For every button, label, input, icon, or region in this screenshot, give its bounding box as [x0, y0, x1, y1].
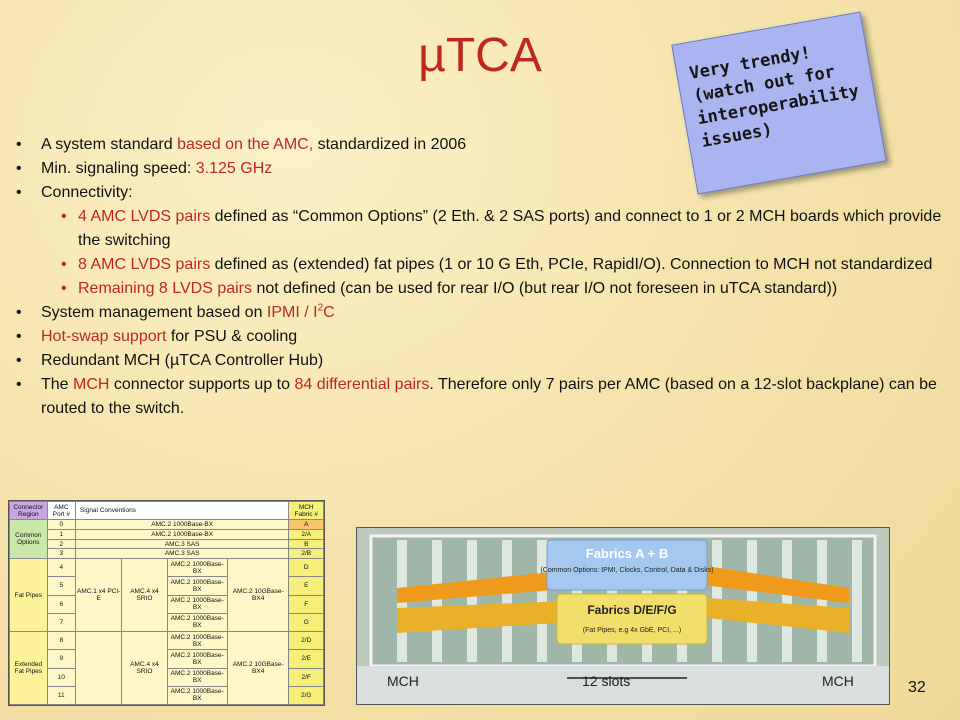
- table-row: [10, 529, 324, 539]
- region-common-options: Common Options: [10, 520, 48, 559]
- slot-connector: [502, 540, 512, 662]
- bullet-item: [16, 349, 946, 373]
- signal-cell: AMC.2 1000Base-BX: [167, 650, 227, 668]
- mch-right-label: MCH: [822, 673, 854, 689]
- port-cell: 10: [47, 668, 75, 686]
- bullet-text: C: [323, 304, 335, 321]
- callout-text: Very trendy! (watch out for interoperability issues): [687, 42, 861, 152]
- signal-span-cell: AMC.4 x4 SRIO: [122, 632, 167, 705]
- bullet-text: 3.125 GHz: [195, 160, 273, 177]
- signal-span-cell: AMC.1 x4 PCI-E: [75, 559, 121, 632]
- port-cell: 11: [47, 686, 75, 704]
- bullet-text: . Therefore only 7 pairs per AMC (based on a 12-slot backplane) can be routed to the switch.: [41, 376, 937, 417]
- fabric-cell: B: [289, 539, 324, 549]
- signal-span-cell: AMC.2 10GBase-BX4: [227, 632, 289, 705]
- bullet-text: 2: [317, 302, 324, 314]
- sub-bullet-item: [16, 277, 946, 301]
- signal-cell: AMC.3 SAS: [75, 539, 289, 549]
- signal-cell: AMC.2 1000Base-BX: [75, 520, 289, 530]
- backplane-diagram: [356, 527, 890, 705]
- slots-label: 12 slots: [582, 673, 631, 689]
- bullet-text: defined as “Common Options” (2 Eth. & 2 SAS ports) and connect to 1 or 2 MCH boards which provide the switching: [78, 208, 942, 249]
- bullet-text: 84 differential pairs: [294, 376, 430, 393]
- signal-cell: AMC.2 1000Base-BX: [167, 559, 227, 577]
- fabric-cell: D: [289, 559, 324, 577]
- port-cell: 4: [47, 559, 75, 577]
- bullet-list: [16, 133, 946, 421]
- slot-connector: [817, 540, 827, 662]
- fabrics-dg-note: (Fat Pipes, e.g 4x GbE, PCI, ...): [582, 627, 682, 634]
- port-cell: 0: [47, 520, 75, 530]
- bullet-text: defined as (extended) fat pipes (1 or 10 G Eth, PCIe, RapidI/O). Connection to MCH not standardized: [210, 256, 933, 273]
- fabric-cell: A: [289, 520, 324, 530]
- bullet-item: [16, 373, 946, 421]
- sub-bullet-item: [16, 253, 946, 277]
- port-cell: 7: [47, 613, 75, 631]
- signal-cell: AMC.2 1000Base-BX: [167, 613, 227, 631]
- bullet-item: [16, 325, 946, 349]
- slot-connector: [432, 540, 442, 662]
- signal-span-cell: AMC.2 10GBase-BX4: [227, 559, 289, 632]
- fabric-cell: 2/G: [289, 686, 324, 704]
- slot-connector: [537, 540, 547, 662]
- bullet-text: Remaining 8 LVDS pairs: [78, 280, 253, 297]
- slot-connector: [467, 540, 477, 662]
- table-row: [10, 539, 324, 549]
- bullet-text: 4 AMC LVDS pairs: [78, 208, 211, 225]
- signal-conventions-table: [8, 500, 325, 706]
- signal-cell: AMC.2 1000Base-BX: [75, 529, 289, 539]
- bullet-text: standardized in 2006: [313, 136, 467, 153]
- port-cell: 3: [47, 549, 75, 559]
- bullet-text: Redundant MCH (µTCA Controller Hub): [41, 352, 324, 369]
- table-row: [10, 520, 324, 530]
- signal-cell: AMC.2 1000Base-BX: [167, 668, 227, 686]
- signal-cell: AMC.2 1000Base-BX: [167, 577, 227, 595]
- fabric-cell: 2/D: [289, 632, 324, 650]
- bullet-text: connector supports up to: [109, 376, 295, 393]
- bullet-text: based on the AMC,: [177, 136, 314, 153]
- mch-left-label: MCH: [387, 673, 419, 689]
- bullet-text: IPMI / I: [266, 304, 318, 321]
- signal-span-cell: AMC.4 x4 SRIO: [122, 559, 167, 632]
- bullet-text: for PSU & cooling: [166, 328, 298, 345]
- port-cell: 8: [47, 632, 75, 650]
- fabrics-dg-box: [557, 594, 707, 644]
- slot-connector: [782, 540, 792, 662]
- bullet-item: [16, 133, 946, 157]
- header-mch-fabric: MCH Fabric #: [289, 502, 324, 520]
- signal-cell: AMC.2 1000Base-BX: [167, 595, 227, 613]
- fabric-cell: 2/A: [289, 529, 324, 539]
- slide-title: µTCA: [418, 29, 542, 82]
- empty-cell: [75, 632, 121, 705]
- page-number: 32: [908, 679, 926, 696]
- port-cell: 6: [47, 595, 75, 613]
- slot-connector: [852, 540, 862, 662]
- fabric-cell: F: [289, 595, 324, 613]
- header-amc-port: AMC Port #: [47, 502, 75, 520]
- bullet-text: System management based on: [41, 304, 267, 321]
- bullet-item: [16, 301, 946, 325]
- region-extended-fat-pipes: Extended Fat Pipes: [10, 632, 48, 705]
- port-cell: 2: [47, 539, 75, 549]
- fabric-cell: G: [289, 613, 324, 631]
- sub-bullet-item: [16, 205, 946, 253]
- bullet-text: Hot-swap support: [41, 328, 167, 345]
- signal-cell: AMC.3 SAS: [75, 549, 289, 559]
- port-cell: 5: [47, 577, 75, 595]
- fabrics-ab-label: Fabrics A + B: [585, 546, 669, 561]
- sub-bullet-list: [16, 205, 946, 301]
- table-row: [10, 632, 324, 650]
- header-signal-conventions: Signal Conventions: [75, 502, 289, 520]
- fabric-cell: 2/E: [289, 650, 324, 668]
- port-cell: 1: [47, 529, 75, 539]
- fabric-cell: 2/F: [289, 668, 324, 686]
- table-row: [10, 549, 324, 559]
- bullet-item: [16, 181, 946, 205]
- bullet-text: Min. signaling speed:: [41, 160, 196, 177]
- port-cell: 9: [47, 650, 75, 668]
- bullet-text: Connectivity:: [41, 184, 133, 201]
- fabric-cell: E: [289, 577, 324, 595]
- signal-cell: AMC.2 1000Base-BX: [167, 632, 227, 650]
- signal-cell: AMC.2 1000Base-BX: [167, 686, 227, 704]
- fabric-cell: 2/B: [289, 549, 324, 559]
- fabrics-dg-label: Fabrics D/E/F/G: [587, 603, 677, 617]
- table-row: [10, 559, 324, 577]
- bullet-text: The: [41, 376, 74, 393]
- bullet-text: 8 AMC LVDS pairs: [78, 256, 211, 273]
- bullet-text: A system standard: [41, 136, 178, 153]
- header-connector-region: Connector Region: [10, 502, 48, 520]
- region-fat-pipes: Fat Pipes: [10, 559, 48, 632]
- bullet-text: MCH: [73, 376, 110, 393]
- bullet-item: [16, 157, 946, 181]
- bullet-text: not defined (can be used for rear I/O (but rear I/O not foreseen in uTCA standard)): [252, 280, 838, 297]
- backplane-graphic: [357, 528, 889, 704]
- fabrics-ab-note: (Common Options: IPMI, Clocks, Control, Data & Disks): [540, 567, 714, 574]
